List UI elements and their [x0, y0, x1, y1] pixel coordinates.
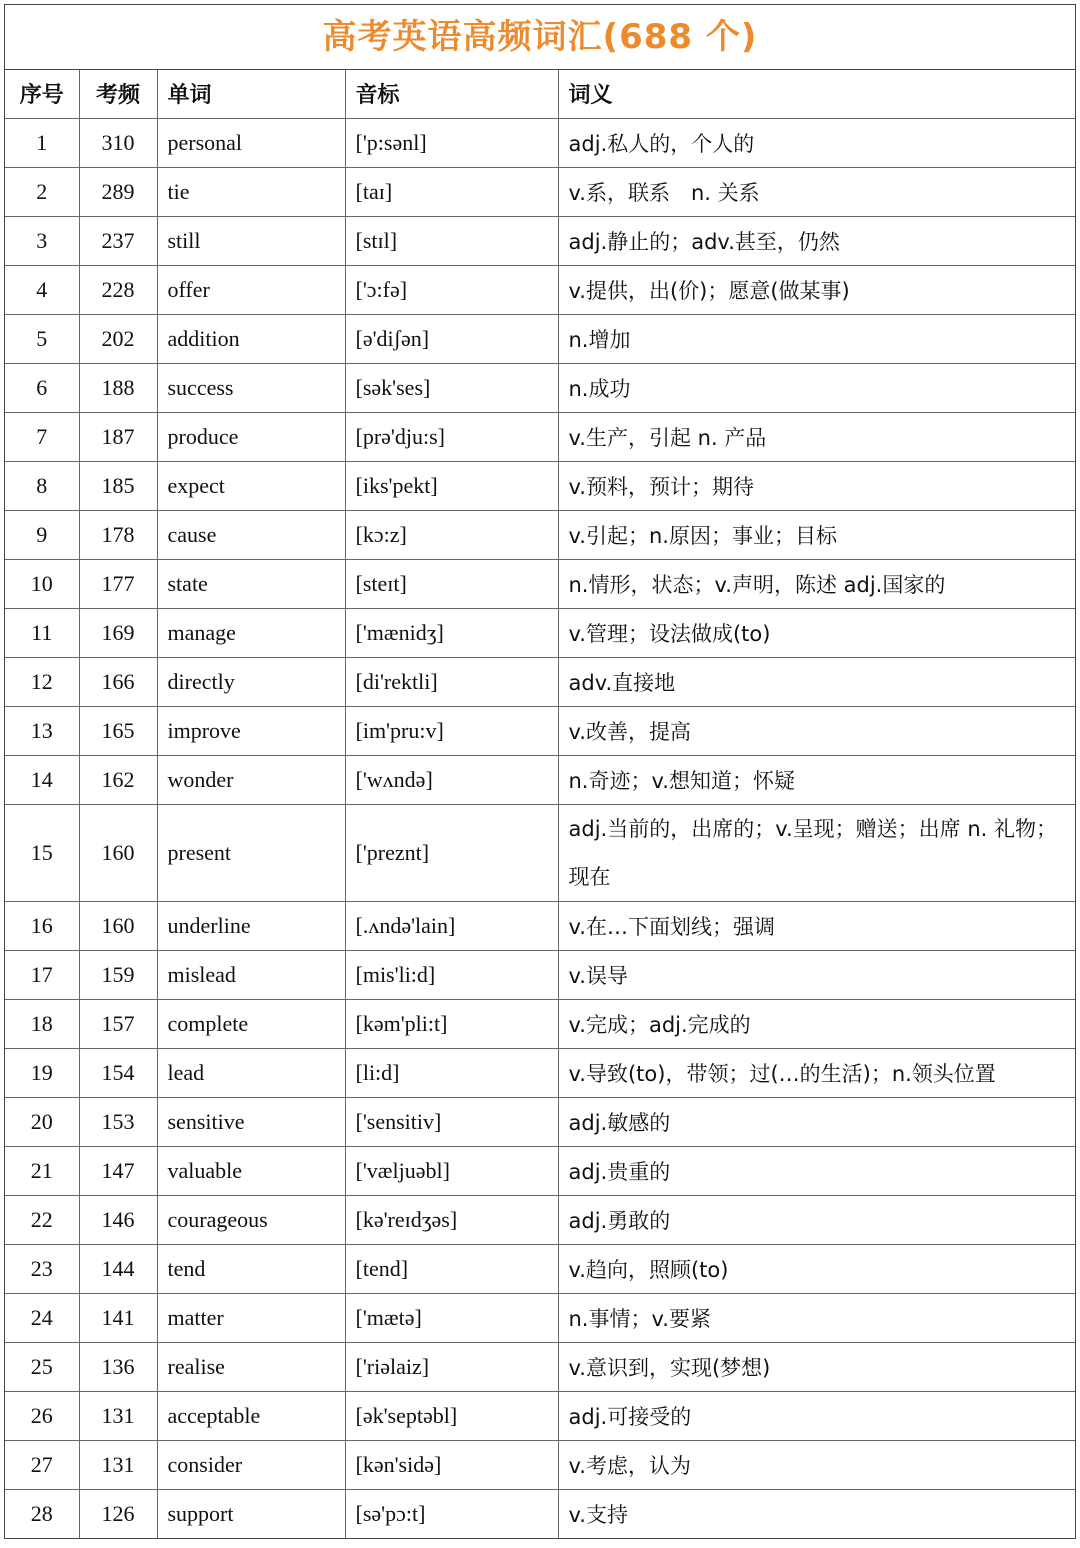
cell-frequency: 228 — [79, 265, 157, 314]
cell-index: 3 — [5, 216, 79, 265]
cell-frequency: 310 — [79, 118, 157, 167]
table-row — [5, 412, 1075, 461]
cell-meaning: n.奇迹；v.想知道；怀疑 — [558, 755, 1075, 804]
table-row — [5, 755, 1075, 804]
table-body — [5, 118, 1075, 1538]
cell-meaning: v.导致(to)，带领；过(…的生活)；n.领头位置 — [558, 1048, 1075, 1097]
cell-meaning: v.生产，引起 n. 产品 — [558, 412, 1075, 461]
cell-meaning: adj.敏感的 — [558, 1097, 1075, 1146]
cell-frequency: 154 — [79, 1048, 157, 1097]
cell-word: directly — [157, 657, 345, 706]
cell-meaning: adj.勇敢的 — [558, 1195, 1075, 1244]
cell-frequency: 185 — [79, 461, 157, 510]
cell-word: still — [157, 216, 345, 265]
cell-word: tie — [157, 167, 345, 216]
cell-frequency: 153 — [79, 1097, 157, 1146]
cell-phonetic: ['mænidʒ] — [345, 608, 558, 657]
cell-meaning: v.支持 — [558, 1489, 1075, 1538]
cell-meaning: n.增加 — [558, 314, 1075, 363]
cell-word: courageous — [157, 1195, 345, 1244]
cell-word: cause — [157, 510, 345, 559]
cell-phonetic: [kəm'pli:t] — [345, 999, 558, 1048]
cell-phonetic: [mis'li:d] — [345, 950, 558, 999]
cell-word: matter — [157, 1293, 345, 1342]
cell-phonetic: [kɔ:z] — [345, 510, 558, 559]
cell-phonetic: [.ʌndə'lain] — [345, 901, 558, 950]
cell-index: 5 — [5, 314, 79, 363]
cell-frequency: 141 — [79, 1293, 157, 1342]
cell-word: sensitive — [157, 1097, 345, 1146]
cell-index: 23 — [5, 1244, 79, 1293]
cell-frequency: 126 — [79, 1489, 157, 1538]
cell-word: realise — [157, 1342, 345, 1391]
cell-word: support — [157, 1489, 345, 1538]
table-row — [5, 901, 1075, 950]
cell-meaning: v.考虑，认为 — [558, 1440, 1075, 1489]
cell-word: acceptable — [157, 1391, 345, 1440]
cell-word: underline — [157, 901, 345, 950]
cell-phonetic: ['sensitiv] — [345, 1097, 558, 1146]
cell-meaning: adj.当前的，出席的；v.呈现；赠送；出席 n. 礼物；现在 — [558, 804, 1075, 901]
table-row — [5, 1489, 1075, 1538]
cell-meaning: v.意识到，实现(梦想) — [558, 1342, 1075, 1391]
cell-word: wonder — [157, 755, 345, 804]
cell-frequency: 157 — [79, 999, 157, 1048]
vocabulary-sheet — [4, 4, 1076, 1539]
cell-phonetic: [im'pru:v] — [345, 706, 558, 755]
table-row — [5, 314, 1075, 363]
cell-frequency: 165 — [79, 706, 157, 755]
table-row — [5, 1244, 1075, 1293]
cell-frequency: 162 — [79, 755, 157, 804]
table-row — [5, 265, 1075, 314]
cell-index: 2 — [5, 167, 79, 216]
cell-phonetic: ['p:sənl] — [345, 118, 558, 167]
cell-word: state — [157, 559, 345, 608]
cell-phonetic: [steɪt] — [345, 559, 558, 608]
table-row — [5, 216, 1075, 265]
table-row — [5, 1342, 1075, 1391]
table-row — [5, 1097, 1075, 1146]
cell-index: 12 — [5, 657, 79, 706]
cell-frequency: 146 — [79, 1195, 157, 1244]
table-row — [5, 1146, 1075, 1195]
cell-phonetic: [stɪl] — [345, 216, 558, 265]
cell-meaning: v.预料，预计；期待 — [558, 461, 1075, 510]
table-row — [5, 1440, 1075, 1489]
cell-index: 27 — [5, 1440, 79, 1489]
table-row — [5, 657, 1075, 706]
cell-index: 14 — [5, 755, 79, 804]
cell-index: 9 — [5, 510, 79, 559]
table-row — [5, 510, 1075, 559]
cell-frequency: 169 — [79, 608, 157, 657]
cell-word: lead — [157, 1048, 345, 1097]
cell-frequency: 202 — [79, 314, 157, 363]
cell-meaning: n.情形，状态；v.声明，陈述 adj.国家的 — [558, 559, 1075, 608]
cell-frequency: 160 — [79, 804, 157, 901]
table-row — [5, 1195, 1075, 1244]
cell-frequency: 178 — [79, 510, 157, 559]
cell-index: 21 — [5, 1146, 79, 1195]
cell-word: mislead — [157, 950, 345, 999]
cell-phonetic: [kən'sidə] — [345, 1440, 558, 1489]
cell-index: 26 — [5, 1391, 79, 1440]
cell-phonetic: [sə'pɔ:t] — [345, 1489, 558, 1538]
cell-phonetic: [taɪ] — [345, 167, 558, 216]
table-row — [5, 461, 1075, 510]
cell-index: 18 — [5, 999, 79, 1048]
cell-frequency: 159 — [79, 950, 157, 999]
cell-frequency: 177 — [79, 559, 157, 608]
cell-index: 24 — [5, 1293, 79, 1342]
cell-word: improve — [157, 706, 345, 755]
cell-phonetic: [di'rektli] — [345, 657, 558, 706]
cell-index: 1 — [5, 118, 79, 167]
cell-frequency: 136 — [79, 1342, 157, 1391]
cell-word: complete — [157, 999, 345, 1048]
cell-phonetic: [tend] — [345, 1244, 558, 1293]
cell-index: 8 — [5, 461, 79, 510]
cell-meaning: adj.可接受的 — [558, 1391, 1075, 1440]
cell-index: 19 — [5, 1048, 79, 1097]
table-row — [5, 118, 1075, 167]
cell-word: tend — [157, 1244, 345, 1293]
header-word: 单词 — [157, 70, 345, 118]
cell-meaning: v.管理；设法做成(to) — [558, 608, 1075, 657]
vocabulary-table — [5, 70, 1075, 1538]
table-row — [5, 1293, 1075, 1342]
table-row — [5, 999, 1075, 1048]
table-row — [5, 1048, 1075, 1097]
cell-frequency: 131 — [79, 1440, 157, 1489]
table-row — [5, 608, 1075, 657]
cell-phonetic: [ək'septəbl] — [345, 1391, 558, 1440]
cell-phonetic: [prə'dju:s] — [345, 412, 558, 461]
cell-index: 4 — [5, 265, 79, 314]
cell-frequency: 147 — [79, 1146, 157, 1195]
cell-meaning: adv.直接地 — [558, 657, 1075, 706]
cell-index: 16 — [5, 901, 79, 950]
cell-phonetic: ['ɔ:fə] — [345, 265, 558, 314]
cell-phonetic: ['væljuəbl] — [345, 1146, 558, 1195]
cell-index: 17 — [5, 950, 79, 999]
header-row — [5, 70, 1075, 118]
cell-frequency: 166 — [79, 657, 157, 706]
cell-index: 11 — [5, 608, 79, 657]
cell-word: valuable — [157, 1146, 345, 1195]
header-frequency: 考频 — [79, 70, 157, 118]
cell-meaning: adj.静止的；adv.甚至，仍然 — [558, 216, 1075, 265]
cell-index: 20 — [5, 1097, 79, 1146]
cell-phonetic: [li:d] — [345, 1048, 558, 1097]
cell-index: 15 — [5, 804, 79, 901]
cell-meaning: v.完成；adj.完成的 — [558, 999, 1075, 1048]
cell-phonetic: ['preznt] — [345, 804, 558, 901]
cell-phonetic: [sək'ses] — [345, 363, 558, 412]
cell-phonetic: [kə'reɪdʒəs] — [345, 1195, 558, 1244]
page-title: 高考英语高频词汇(688 个) — [5, 5, 1075, 70]
table-row — [5, 363, 1075, 412]
cell-frequency: 289 — [79, 167, 157, 216]
cell-word: offer — [157, 265, 345, 314]
cell-meaning: n.成功 — [558, 363, 1075, 412]
header-meaning: 词义 — [558, 70, 1075, 118]
cell-meaning: adj.贵重的 — [558, 1146, 1075, 1195]
cell-index: 7 — [5, 412, 79, 461]
cell-index: 6 — [5, 363, 79, 412]
header-index: 序号 — [5, 70, 79, 118]
cell-phonetic: ['mætə] — [345, 1293, 558, 1342]
cell-frequency: 188 — [79, 363, 157, 412]
cell-phonetic: ['riəlaiz] — [345, 1342, 558, 1391]
cell-meaning: v.引起；n.原因；事业；目标 — [558, 510, 1075, 559]
cell-meaning: adj.私人的，个人的 — [558, 118, 1075, 167]
table-row — [5, 950, 1075, 999]
cell-meaning: v.改善，提高 — [558, 706, 1075, 755]
cell-word: present — [157, 804, 345, 901]
cell-frequency: 144 — [79, 1244, 157, 1293]
cell-meaning: v.系，联系 n. 关系 — [558, 167, 1075, 216]
cell-meaning: v.误导 — [558, 950, 1075, 999]
header-phonetic: 音标 — [345, 70, 558, 118]
cell-word: expect — [157, 461, 345, 510]
cell-phonetic: [iks'pekt] — [345, 461, 558, 510]
cell-frequency: 237 — [79, 216, 157, 265]
cell-index: 25 — [5, 1342, 79, 1391]
cell-word: produce — [157, 412, 345, 461]
cell-meaning: n.事情；v.要紧 — [558, 1293, 1075, 1342]
cell-frequency: 187 — [79, 412, 157, 461]
cell-word: manage — [157, 608, 345, 657]
cell-phonetic: [ə'diʃən] — [345, 314, 558, 363]
cell-word: success — [157, 363, 345, 412]
cell-frequency: 160 — [79, 901, 157, 950]
cell-word: personal — [157, 118, 345, 167]
cell-index: 28 — [5, 1489, 79, 1538]
cell-meaning: v.在…下面划线；强调 — [558, 901, 1075, 950]
table-row — [5, 706, 1075, 755]
cell-word: addition — [157, 314, 345, 363]
cell-index: 10 — [5, 559, 79, 608]
cell-index: 22 — [5, 1195, 79, 1244]
cell-meaning: v.趋向，照顾(to) — [558, 1244, 1075, 1293]
cell-phonetic: ['wʌndə] — [345, 755, 558, 804]
table-row — [5, 559, 1075, 608]
cell-word: consider — [157, 1440, 345, 1489]
cell-index: 13 — [5, 706, 79, 755]
table-row — [5, 167, 1075, 216]
cell-meaning: v.提供，出(价)；愿意(做某事) — [558, 265, 1075, 314]
table-row — [5, 1391, 1075, 1440]
table-row — [5, 804, 1075, 901]
cell-frequency: 131 — [79, 1391, 157, 1440]
